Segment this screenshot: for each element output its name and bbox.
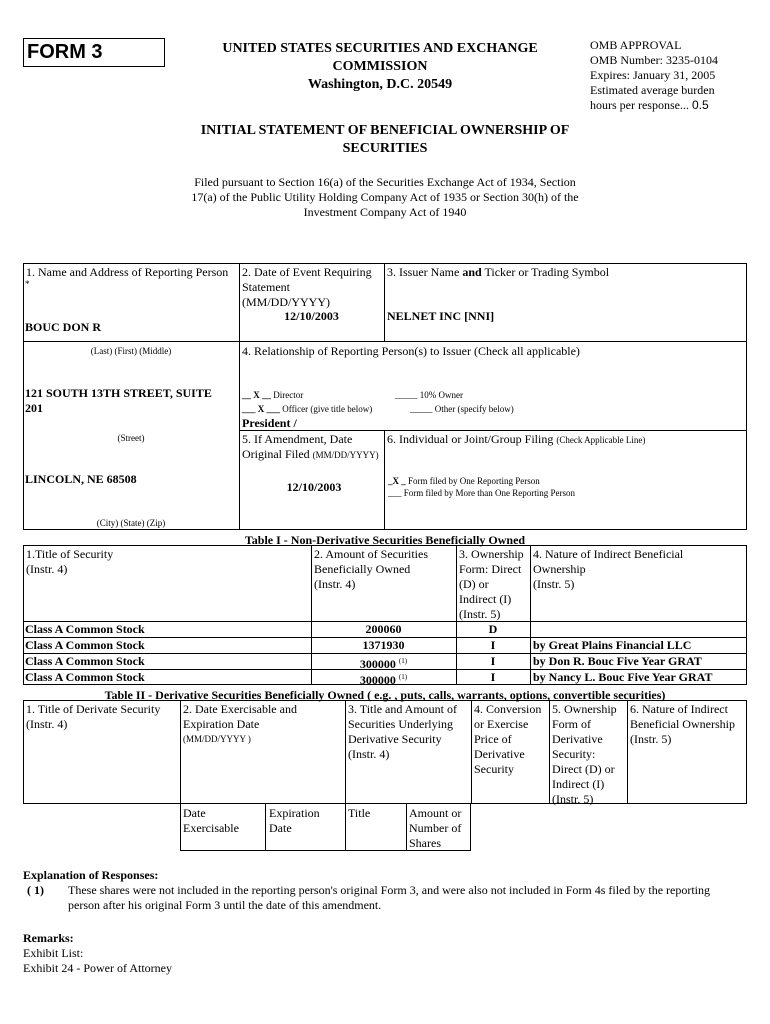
box6-label: 6. Individual or Joint/Group Filing (Check Applicable Line) <box>387 432 646 446</box>
omb-expires: Expires: January 31, 2005 <box>590 68 716 82</box>
t2-header-dates: 2. Date Exercisable and Expiration Date (MM/DD/YYYY ) <box>183 702 297 744</box>
street-caption: (Street) <box>117 433 145 443</box>
filed-line-2: 17(a) of the Public Utility Holding Company Act of 1935 or Section 30(h) of the <box>191 190 579 204</box>
remarks-heading: Remarks: <box>23 931 74 945</box>
box2-label: 2. Date of Event Requiring Statement (MM/DD/YYYY) <box>242 265 372 309</box>
agency-line-1: UNITED STATES SECURITIES AND EXCHANGE <box>222 41 538 56</box>
reporting-person-name: BOUC DON R <box>25 320 102 334</box>
issuer-name-value: NELNET INC [NNI] <box>387 309 495 323</box>
filed-line-1: Filed pursuant to Section 16(a) of the Securities Exchange Act of 1934, Section <box>194 175 576 189</box>
sub-title: Title <box>348 806 371 820</box>
director-checkbox: __ X __ Director <box>242 390 304 400</box>
t1-header-title: 1.Title of Security (Instr. 4) <box>26 547 114 576</box>
other-checkbox: _____ Other (specify below) <box>410 404 514 414</box>
t1-header-amount: 2. Amount of Securities Beneficially Owned (Instr. 4) <box>314 547 428 591</box>
statement-title <box>150 122 620 158</box>
agency-heading <box>195 40 565 94</box>
agency-line-2: COMMISSION <box>332 59 428 74</box>
sub-expiration-date: Expiration Date <box>269 806 320 835</box>
explanation-heading: Explanation of Responses: <box>23 868 159 882</box>
t2-header-underlying: 3. Title and Amount of Securities Underlying Derivative Security (Instr. 4) <box>348 702 458 761</box>
omb-burden-value: 0.5 <box>691 98 709 112</box>
agency-line-3: Washington, D.C. 20549 <box>307 77 453 92</box>
t1-header-ownership: 3. Ownership Form: Direct (D) or Indirect (I) (Instr. 5) <box>459 547 524 621</box>
t2-header-conversion: 4. Conversion or Exercise Price of Derivative Security <box>474 702 542 776</box>
t2-header-ownership: 5. Ownership Form of Derivative Security: Direct (D) or Indirect (I) (Instr. 5) <box>552 702 617 806</box>
city-caption: (City) (State) (Zip) <box>96 518 166 528</box>
footnote-number: ( 1) <box>27 883 44 897</box>
event-date-value: 12/10/2003 <box>284 309 339 323</box>
omb-number: OMB Number: 3235-0104 <box>590 53 718 67</box>
omb-burden-2: hours per response... 0.5 <box>590 98 709 112</box>
name-caption: (Last) (First) (Middle) <box>90 346 172 356</box>
box1-label: 1. Name and Address of Reporting Person <box>26 265 229 279</box>
sub-amount: Amount or Number of Shares <box>409 806 462 850</box>
statement-title-1: INITIAL STATEMENT OF BENEFICIAL OWNERSHIP OF <box>200 123 570 138</box>
form-label: FORM 3 <box>27 41 103 63</box>
t2-header-nature: 6. Nature of Indirect Beneficial Ownership (Instr. 5) <box>630 702 735 746</box>
filed-line-3: Investment Company Act of 1940 <box>303 205 467 219</box>
sub-date-exercisable: Date Exercisable <box>183 806 239 835</box>
omb-burden-1: Estimated average burden <box>590 83 715 97</box>
box3-label: 3. Issuer Name and Ticker or Trading Symbol <box>387 265 610 279</box>
ten-percent-checkbox: _____ 10% Owner <box>395 390 463 400</box>
box1-footnote-mark: * <box>25 279 30 289</box>
box4-label: 4. Relationship of Reporting Person(s) to Issuer (Check all applicable) <box>242 344 580 358</box>
omb-approval <box>590 38 760 113</box>
remarks-line-2: Exhibit 24 - Power of Attorney <box>23 961 172 975</box>
officer-title-value: President / <box>242 416 297 430</box>
street-address: 121 SOUTH 13TH STREET, SUITE 201 <box>25 386 212 415</box>
more-persons-checkbox: ___ Form filed by More than One Reporting Person <box>388 488 575 498</box>
form-label-box <box>23 38 165 67</box>
one-person-checkbox: _X _ Form filed by One Reporting Person <box>388 476 540 486</box>
t2-header-title: 1. Title of Derivate Security (Instr. 4) <box>26 702 161 731</box>
t1-header-nature: 4. Nature of Indirect Beneficial Ownership (Instr. 5) <box>533 547 684 591</box>
omb-title: OMB APPROVAL <box>590 38 682 52</box>
box5-label: 5. If Amendment, Date Original Filed (MM/DD/YYYY) <box>242 432 379 461</box>
footnote-ref: (1) <box>398 657 408 665</box>
officer-checkbox: ___ X ___ Officer (give title below) <box>242 404 373 414</box>
table1-title: Table I - Non-Derivative Securities Beneficially Owned <box>244 533 526 547</box>
table2-title: Table II - Derivative Securities Beneficially Owned ( e.g. , puts, calls, warrants, options, convertible securities) <box>104 688 666 702</box>
remarks <box>23 931 172 976</box>
footnote-ref: (1) <box>398 673 408 681</box>
amendment-date-value: 12/10/2003 <box>286 480 342 494</box>
footnote-text: These shares were not included in the reporting person's original Form 3, and were also not included in Form 4s filed by the reporting person after his original Form 3 until the date of this amendment. <box>68 883 711 912</box>
filed-pursuant <box>150 175 620 220</box>
statement-title-2: SECURITIES <box>342 141 428 156</box>
city-state-zip: LINCOLN, NE 68508 <box>25 472 137 486</box>
remarks-line-1: Exhibit List: <box>23 946 84 960</box>
